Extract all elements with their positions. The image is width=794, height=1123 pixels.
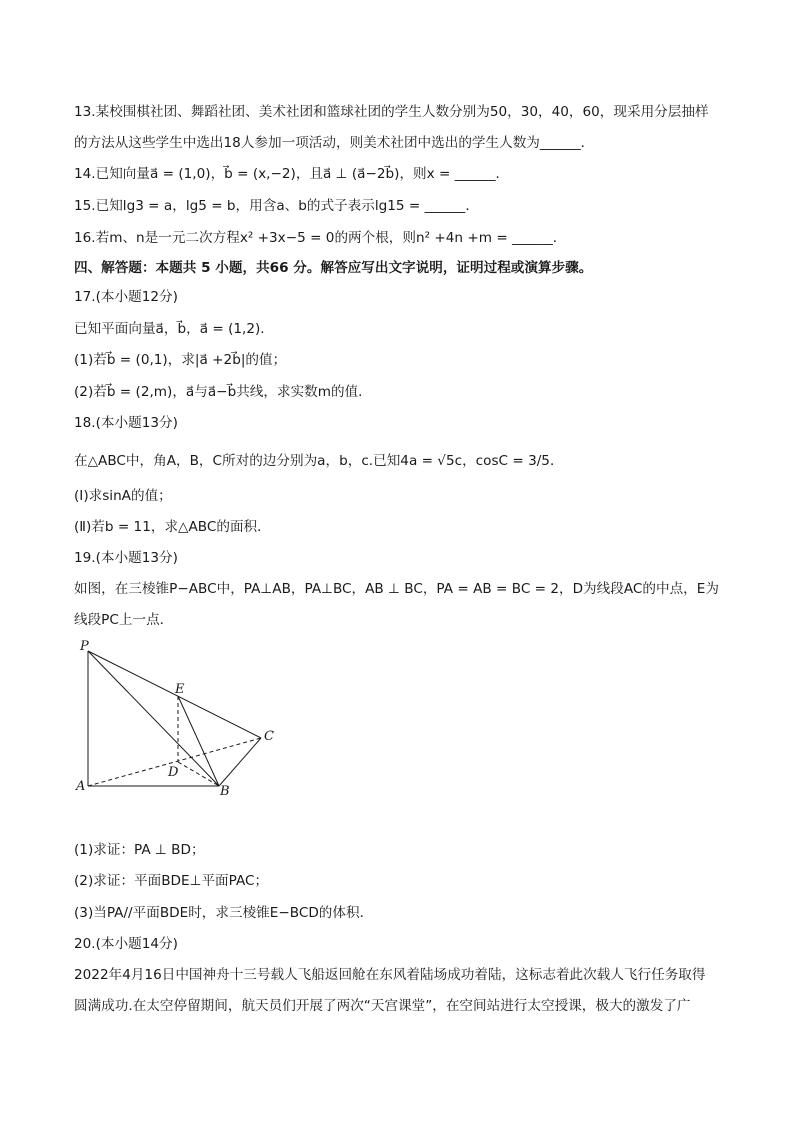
question-17-stem: 已知平面向量a⃗，b⃗，a⃗ = (1,2)． (74, 321, 274, 337)
edge-PB (88, 651, 219, 786)
label-B: B (220, 784, 230, 799)
question-19-part-3: (3)当PA//平面BDE时，求三棱锥E−BCD的体积． (74, 905, 374, 921)
label-A: A (76, 779, 86, 794)
question-17-heading: 17.(本小题12分) (74, 289, 178, 305)
question-15: 15.已知lg3 = a，lg5 = b，用含a、b的式子表示lg15 = ______． (74, 198, 479, 214)
question-20-heading: 20.(本小题14分) (74, 936, 178, 952)
question-18-part-2: (Ⅱ)若b = 11，求△ABC的面积． (74, 519, 271, 535)
question-20-line-1: 2022年4月16日中国神舟十三号载人飞船返回舱在东风着陆场成功着陆，这标志着此次载人飞行任务取得 (74, 967, 706, 983)
question-19-stem-line-1: 如图，在三棱锥P−ABC中，PA⊥AB，PA⊥BC，AB ⊥ BC，PA = AB = BC = 2，D为线段AC的中点，E为 (74, 581, 719, 597)
label-C: C (264, 729, 274, 744)
section-4-heading: 四、解答题：本题共 5 小题，共66 分。解答应写出文字说明，证明过程或演算步骤。 (74, 260, 593, 276)
question-19-heading: 19.(本小题13分) (74, 550, 178, 566)
question-14: 14.已知向量a⃗ = (1,0)，b⃗ = (x,−2)，且a⃗ ⊥ (a⃗−2b⃗)，则x = ______． (74, 166, 510, 182)
question-17-part-2: (2)若b⃗ = (2,m)，a⃗与a⃗−b⃗共线，求实数m的值． (74, 384, 372, 400)
question-19-part-1: (1)求证：PA ⊥ BD； (74, 842, 205, 858)
question-13-line-2: 的方法从这些学生中选出18人参加一项活动，则美术社团中选出的学生人数为______． (74, 135, 595, 151)
label-P: P (80, 639, 89, 654)
label-E: E (175, 682, 185, 697)
question-17-part-1: (1)若b⃗ = (0,1)，求|a⃗ +2b⃗|的值； (74, 352, 287, 368)
edge-DB-dashed (178, 762, 219, 786)
question-18-part-1: (Ⅰ)求sinA的值； (74, 488, 172, 504)
question-18-stem: 在△ABC中，角A，B，C所对的边分别为a，b，c.已知4a = √5c，cosC = 3/5． (74, 453, 564, 469)
question-20-line-2: 圆满成功.在太空停留期间，航天员们开展了两次“天宫课堂”，在空间站进行太空授课，极大的激发了广 (74, 998, 691, 1014)
question-18-heading: 18.(本小题13分) (74, 415, 178, 431)
label-D: D (168, 765, 179, 780)
pyramid-diagram (74, 638, 284, 803)
question-13-line-1: 13.某校围棋社团、舞蹈社团、美术社团和篮球社团的学生人数分别为50，30，40，60，现采用分层抽样 (74, 104, 709, 120)
triangular-pyramid-figure (74, 638, 284, 803)
question-19-stem-line-2: 线段PC上一点． (74, 612, 174, 628)
edge-EB (178, 696, 219, 786)
question-19-part-2: (2)求证：平面BDE⊥平面PAC； (74, 873, 269, 889)
edge-BC (219, 738, 261, 786)
question-16: 16.若m、n是一元二次方程x² +3x−5 = 0的两个根，则n² +4n +m = ______． (74, 230, 567, 246)
